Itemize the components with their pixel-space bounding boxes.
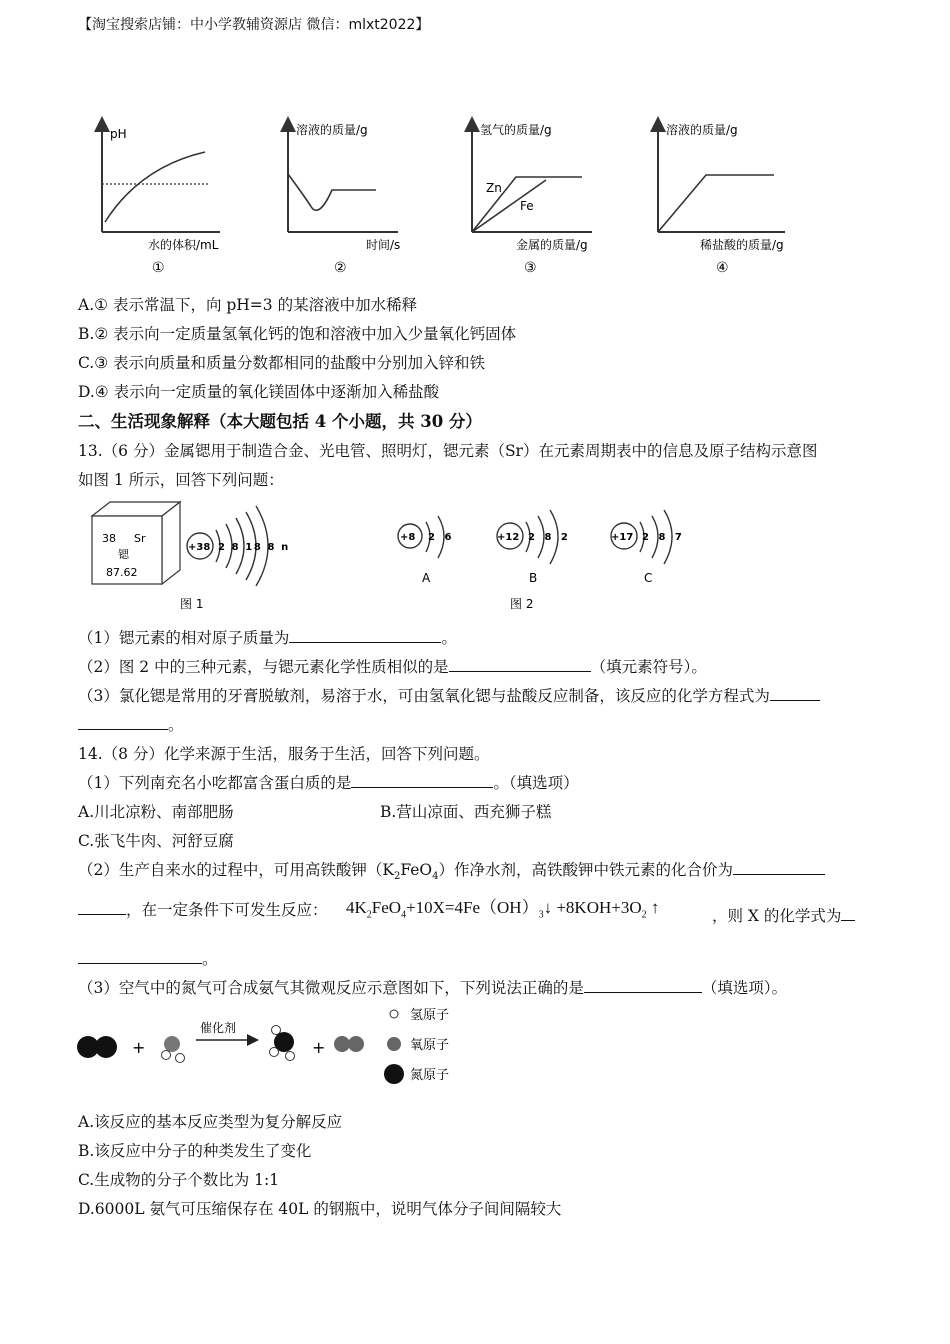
graph-4-number: ④ [716, 260, 729, 276]
q12-option-a: A.① 表示常温下，向 pH=3 的某溶液中加水稀释 [78, 296, 418, 314]
graph-3-xlabel: 金属的质量/g [516, 238, 588, 252]
q13-part-1: （1）锶元素的相对原子质量为 。 [78, 629, 457, 647]
graph-1-xlabel: 水的体积/mL [148, 238, 219, 252]
graph-3 [472, 122, 592, 276]
graph-1-number: ① [152, 260, 165, 276]
catalyst-label: 催化剂 [200, 1021, 237, 1035]
q14-stem: 14.（8 分）化学来源于生活，服务于生活，回答下列问题。 [78, 745, 490, 763]
graph-4-curve [658, 175, 774, 232]
atom-a-shells: 2 6 [428, 532, 455, 543]
fe-line [472, 180, 546, 232]
graph-1-ylabel: pH [110, 127, 127, 141]
q12-option-d: D.④ 表示向一定质量的氧化镁固体中逐渐加入稀盐酸 [78, 383, 440, 401]
q14-option-b: B.营山凉面、西充狮子糕 [380, 803, 552, 821]
graph-4-ylabel: 溶液的质量/g [666, 123, 738, 137]
periodic-table-cell [92, 502, 180, 584]
atom-a-nucleus: +8 [400, 532, 416, 543]
atom-c-nucleus: +17 [611, 532, 634, 543]
figure-1-caption: 图 1 [180, 597, 204, 611]
q14-option-a: A.川北凉粉、南部肥肠 [78, 803, 234, 821]
legend [384, 1008, 449, 1084]
graph-2-xlabel: 时间/s [366, 238, 401, 252]
atomic-mass: 87.62 [106, 566, 138, 579]
zn-label: Zn [486, 181, 502, 195]
graph-3-number: ③ [524, 260, 537, 276]
atom-c-label: C [644, 571, 653, 585]
q14-option-b2: B.该反应中分子的种类发生了变化 [78, 1142, 312, 1160]
element-symbol: Sr [134, 532, 146, 545]
q14-part-2-end: 。 [78, 947, 218, 969]
q14-answer-blank-2b[interactable] [78, 899, 126, 915]
q14-part-3: （3）空气中的氮气可合成氨气其微观反应示意图如下，下列说法正确的是 （填选项）。 [78, 979, 788, 997]
q14-option-a2: A.该反应的基本反应类型为复分解反应 [78, 1113, 343, 1131]
sr-atom-diagram [187, 506, 290, 586]
reaction-equation: $4K_2FeO_4+10X=4Fe(OH)_3↓ +8KOH+3O_2$ ↑ [346, 898, 660, 921]
atom-b-diagram [497, 510, 571, 585]
q14-answer-blank-2d[interactable] [78, 948, 202, 964]
q12-option-c: C.③ 表示向质量和质量分数都相同的盐酸中分别加入锌和铁 [78, 354, 486, 372]
q14-answer-blank-2a[interactable] [733, 859, 825, 875]
atom-figures [80, 496, 700, 616]
q13-answer-blank-2[interactable] [449, 656, 591, 672]
graph-3-ylabel: 氢气的质量/g [480, 123, 552, 137]
reactant-molecule [162, 1036, 185, 1063]
o2-molecule [334, 1036, 364, 1052]
plus-sign-2: + [312, 1038, 326, 1057]
q14-option-d2: D.6000L 氨气可压缩保存在 40L 的钢瓶中，说明气体分子间间隔较大 [78, 1200, 562, 1218]
q12-option-b: B.② 表示向一定质量氢氧化钙的饱和溶液中加入少量氧化钙固体 [78, 325, 517, 343]
atom-a-label: A [422, 571, 431, 585]
graph-2 [288, 122, 400, 276]
fe-label: Fe [520, 199, 534, 213]
atom-b-label: B [529, 571, 538, 585]
figure-2-caption: 图 2 [510, 597, 534, 611]
element-name: 锶 [118, 548, 129, 561]
atom-b-shells: 2 8 2 [528, 532, 571, 543]
q14-answer-blank-1[interactable] [351, 772, 493, 788]
graph-2-curve [288, 174, 376, 210]
graphs-figure [80, 112, 820, 277]
q13-part-3: （3）氯化锶是常用的牙膏脱敏剂，易溶于水，可由氢氧化锶与盐酸反应制备，该反应的化学方程式为 [78, 684, 820, 706]
plus-sign-1: + [132, 1038, 146, 1057]
atom-c-diagram [611, 510, 685, 585]
graph-1-curve [105, 152, 205, 222]
graph-2-ylabel: 溶液的质量/g [296, 123, 368, 137]
q14-option-c2: C.生成物的分子个数比为 1:1 [78, 1171, 280, 1189]
q13-answer-blank-1[interactable] [289, 627, 441, 643]
q13-stem-line-1: 13.（6 分）金属锶用于制造合金、光电管、照明灯，锶元素（Sr）在元素周期表中的信息及原子结构示意图 [78, 442, 818, 460]
graph-1 [102, 124, 220, 276]
reaction-diagram [76, 1002, 476, 1090]
graph-4 [658, 122, 785, 276]
q13-answer-blank-3a[interactable] [770, 685, 820, 701]
graph-2-number: ② [334, 260, 347, 276]
section-2-heading: 二、生活现象解释（本大题包括 4 个小题，共 30 分） [78, 412, 482, 431]
q14-answer-blank-3[interactable] [584, 977, 702, 993]
atomic-number: 38 [102, 532, 116, 545]
q14-part-2-tail: ，则 X 的化学式为 [712, 904, 855, 926]
q14-part-2-cont: ，在一定条件下可发生反应： [78, 898, 328, 920]
graph-4-xlabel: 稀盐酸的质量/g [700, 238, 784, 252]
legend-hydrogen: 氢原子 [410, 1008, 450, 1023]
legend-oxygen: 氧原子 [410, 1038, 450, 1053]
sr-nucleus: +38 [188, 542, 211, 553]
q14-answer-blank-2c[interactable] [841, 905, 855, 921]
page-header: 【淘宝搜索店铺：中小学教辅资源店 微信：mlxt2022】 [78, 17, 430, 33]
q13-stem-line-2: 如图 1 所示，回答下列问题： [78, 471, 284, 489]
atom-b-nucleus: +12 [497, 532, 520, 543]
atom-a-diagram [398, 516, 454, 585]
q14-part-1: （1）下列南充名小吃都富含蛋白质的是 。（填选项） [78, 774, 579, 792]
q13-part-2: （2）图 2 中的三种元素，与锶元素化学性质相似的是 （填元素符号）。 [78, 658, 707, 676]
atom-c-shells: 2 8 7 [642, 532, 685, 543]
q14-part-2: （2）生产自来水的过程中，可用高铁酸钾$(K_2FeO_4)$作净水剂，高铁酸钾中铁元素的化合价为 [78, 858, 825, 882]
q13-answer-blank-3b[interactable] [78, 714, 168, 730]
n2-molecule [77, 1036, 117, 1058]
sr-shells: 2 8 18 8 n [218, 542, 290, 553]
nh3-molecule [270, 1026, 295, 1061]
q14-option-c: C.张飞牛肉、河舒豆腐 [78, 832, 234, 850]
q13-part-3-cont: 。 [78, 713, 184, 735]
legend-nitrogen: 氮原子 [410, 1068, 450, 1083]
